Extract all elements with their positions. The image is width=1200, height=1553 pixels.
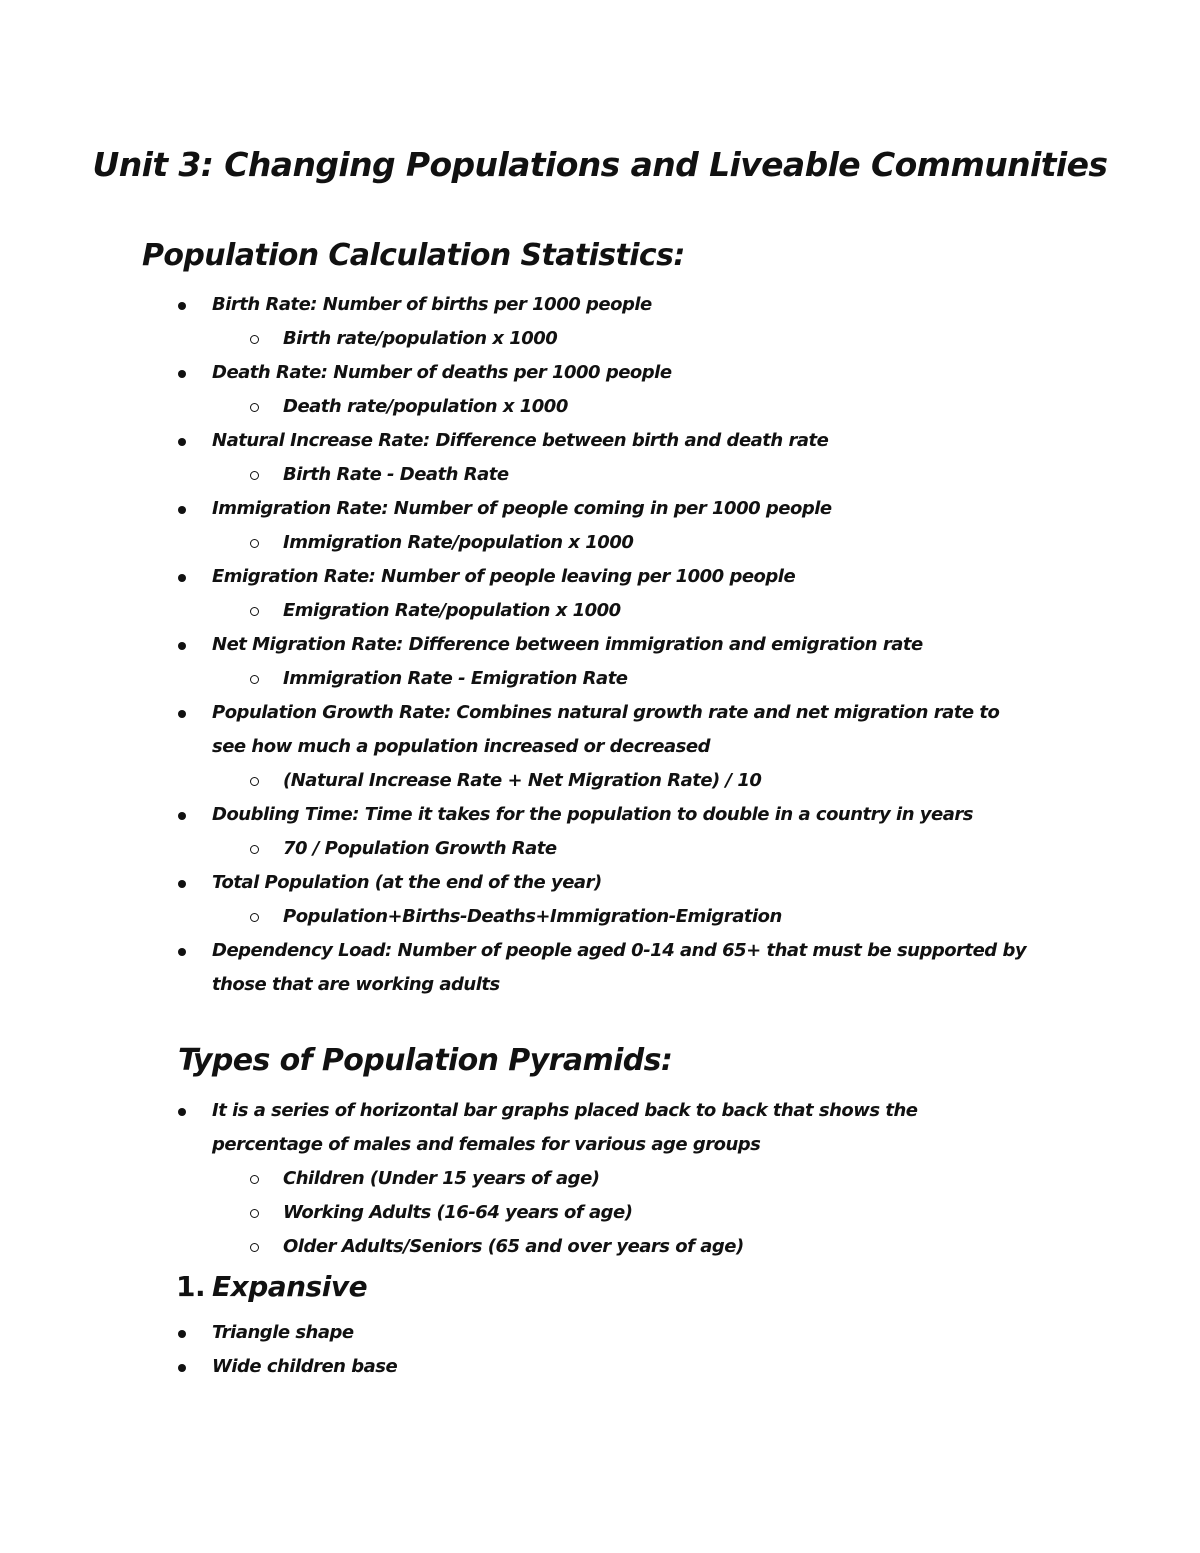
list-item: Immigration Rate: Number of people coming in per 1000 people	[0, 492, 1200, 526]
section-heading-calculation: Population Calculation Statistics:	[142, 238, 685, 273]
list-item: Wide children base	[0, 1350, 1200, 1384]
bullet-icon	[178, 302, 186, 310]
bullet-icon	[178, 506, 186, 514]
list-item: Total Population (at the end of the year)	[0, 866, 1200, 900]
list-item: Death Rate: Number of deaths per 1000 people	[0, 356, 1200, 390]
sub-list-item: Older Adults/Seniors (65 and over years of age)	[0, 1230, 1200, 1264]
sub-list-item: Working Adults (16-64 years of age)	[0, 1196, 1200, 1230]
hollow-bullet-icon	[250, 777, 259, 786]
hollow-bullet-icon	[250, 1243, 259, 1252]
heading-label: Expansive	[212, 1270, 368, 1303]
heading-number: 1.	[176, 1270, 206, 1303]
bullet-icon	[178, 642, 186, 650]
sub-list-item: Emigration Rate/population x 1000	[0, 594, 1200, 628]
list-item: Emigration Rate: Number of people leaving per 1000 people	[0, 560, 1200, 594]
hollow-bullet-icon	[250, 335, 259, 344]
list-item: Birth Rate: Number of births per 1000 people	[0, 288, 1200, 322]
hollow-bullet-icon	[250, 1209, 259, 1218]
list-item: Doubling Time: Time it takes for the population to double in a country in years	[0, 798, 1200, 832]
bullet-icon	[178, 1108, 186, 1116]
list-item: It is a series of horizontal bar graphs placed back to back that shows the percentage of males and females for various age groups	[0, 1094, 1032, 1162]
bullet-icon	[178, 880, 186, 888]
hollow-bullet-icon	[250, 403, 259, 412]
pyramid-list	[0, 1094, 1200, 1264]
sub-list-item: Immigration Rate - Emigration Rate	[0, 662, 1200, 696]
bullet-icon	[178, 438, 186, 446]
sub-list-item: Immigration Rate/population x 1000	[0, 526, 1200, 560]
sub-list-item: Death rate/population x 1000	[0, 390, 1200, 424]
bullet-icon	[178, 710, 186, 718]
bullet-icon	[178, 1330, 186, 1338]
hollow-bullet-icon	[250, 845, 259, 854]
bullet-icon	[178, 948, 186, 956]
list-item: Natural Increase Rate: Difference between birth and death rate	[0, 424, 1200, 458]
sub-list-item: Birth Rate - Death Rate	[0, 458, 1200, 492]
hollow-bullet-icon	[250, 1175, 259, 1184]
sub-list-item: Population+Births-Deaths+Immigration-Emigration	[0, 900, 1200, 934]
hollow-bullet-icon	[250, 471, 259, 480]
numbered-heading-expansive	[176, 1270, 367, 1303]
bullet-icon	[178, 574, 186, 582]
list-item: Triangle shape	[0, 1316, 1200, 1350]
hollow-bullet-icon	[250, 539, 259, 548]
sub-list-item: 70 / Population Growth Rate	[0, 832, 1200, 866]
list-item: Net Migration Rate: Difference between immigration and emigration rate	[0, 628, 1200, 662]
calculation-list	[0, 288, 1200, 1002]
sub-list-item: Birth rate/population x 1000	[0, 322, 1200, 356]
expansive-list	[0, 1316, 1200, 1384]
list-item: Population Growth Rate: Combines natural growth rate and net migration rate to see how much a population increased or decreased	[0, 696, 1032, 764]
bullet-icon	[178, 370, 186, 378]
bullet-icon	[178, 1364, 186, 1372]
page-title: Unit 3: Changing Populations and Liveable Communities	[92, 145, 1108, 184]
list-item: Dependency Load: Number of people aged 0-14 and 65+ that must be supported by those that are working adults	[0, 934, 1032, 1002]
hollow-bullet-icon	[250, 675, 259, 684]
bullet-icon	[178, 812, 186, 820]
hollow-bullet-icon	[250, 607, 259, 616]
sub-list-item: (Natural Increase Rate + Net Migration Rate) / 10	[0, 764, 1200, 798]
section-heading-pyramids: Types of Population Pyramids:	[178, 1043, 673, 1078]
hollow-bullet-icon	[250, 913, 259, 922]
sub-list-item: Children (Under 15 years of age)	[0, 1162, 1200, 1196]
